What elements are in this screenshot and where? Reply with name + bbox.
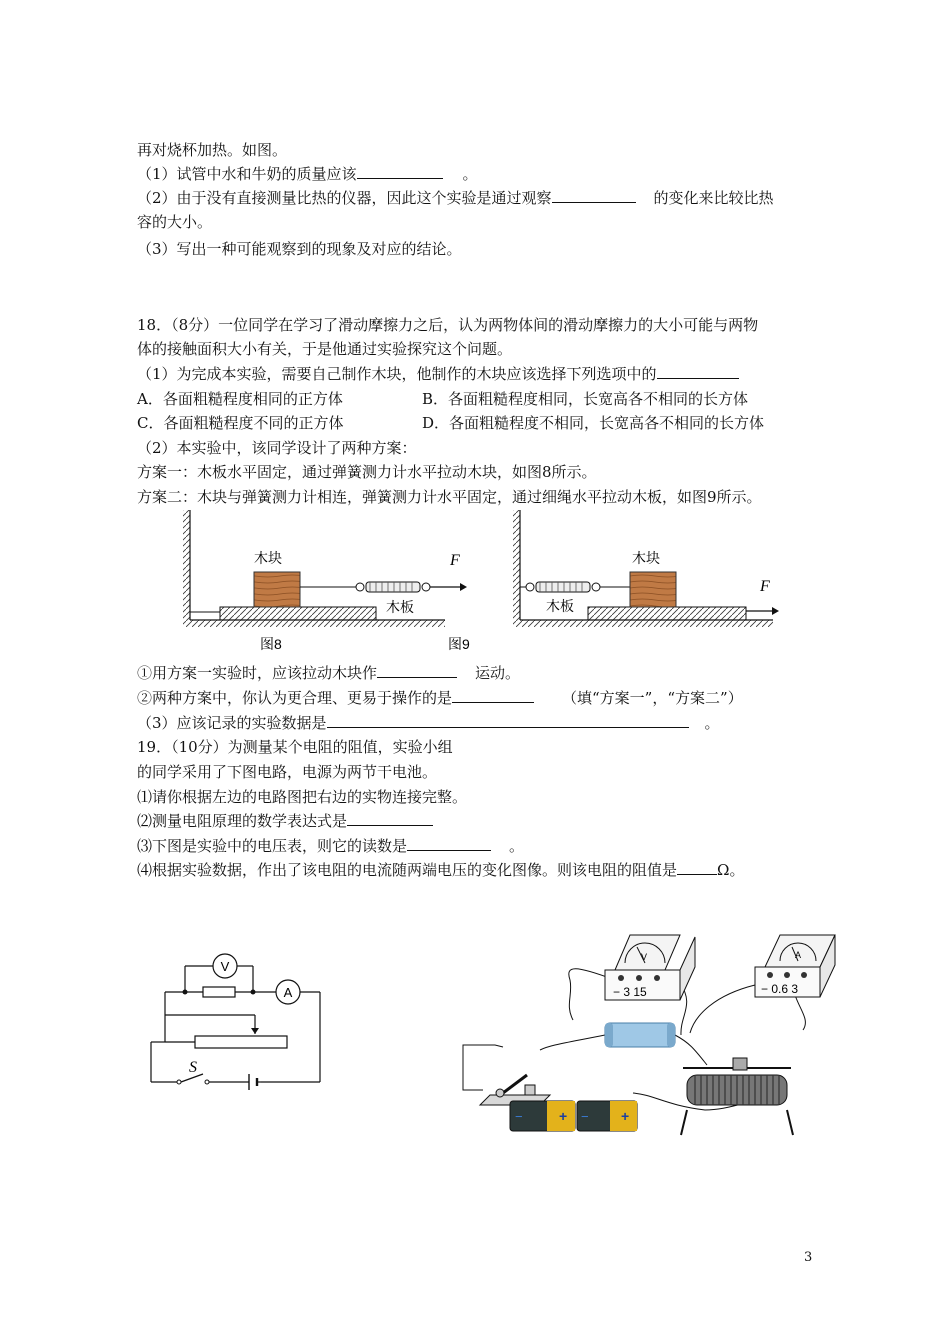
wood-block — [254, 572, 300, 607]
switch-label: S — [189, 1059, 197, 1076]
q18-intro-1: 18．（8分）一位同学在学习了滑动摩擦力之后，认为两物体间的滑动摩擦力的大小可能与两物 — [137, 316, 759, 334]
q18-option-d: D．各面粗糙程度不相同，长宽高各不相同的长方体 — [422, 414, 765, 432]
q19-intro-1: 19．（10分）为测量某个电阻的阻值，实验小组 — [137, 738, 453, 756]
q17-line-2: （2）由于没有直接测量比热的仪器，因此这个实验是通过观察 的变化来比较比热 — [137, 189, 774, 207]
q17-line-1: （1）试管中水和牛奶的质量应该 。 — [137, 165, 478, 183]
spring-scale — [526, 582, 600, 592]
svg-text:−: − — [581, 1109, 589, 1124]
page-number: 3 — [804, 1250, 813, 1265]
spring-scale — [356, 582, 430, 592]
answer-blank[interactable] — [327, 712, 689, 728]
svg-text:V: V — [220, 959, 230, 974]
fig8-caption: 图8 — [260, 636, 282, 652]
svg-text:+: + — [559, 1108, 568, 1124]
figure-9 — [448, 510, 779, 652]
q18-sub-1: ①用方案一实验时，应该拉动木块作 运动。 — [137, 664, 521, 682]
q18-plan-1: 方案一：木板水平固定，通过弹簧测力计水平拉动木块，如图8所示。 — [137, 463, 597, 481]
svg-text:− 0.6 3: − 0.6 3 — [761, 982, 799, 996]
svg-text:A: A — [795, 950, 802, 960]
answer-blank[interactable] — [657, 363, 739, 379]
answer-blank[interactable] — [552, 187, 636, 203]
wall-hatch — [513, 510, 520, 620]
q18-sub-2: ②两种方案中，你认为更合理、更易于操作的是 （填“方案一”，“方案二”） — [137, 689, 743, 707]
figure-8 — [183, 510, 467, 652]
q18-option-c: C．各面粗糙程度不同的正方体 — [137, 414, 344, 432]
friction-figures — [180, 507, 790, 657]
answer-blank[interactable] — [357, 163, 443, 179]
rheostat-slider-arrow — [251, 1028, 259, 1034]
q18-option-a: A．各面粗糙程度相同的正方体 — [137, 390, 343, 408]
floor-hatch — [183, 620, 445, 627]
battery-pack — [510, 1101, 637, 1131]
answer-blank[interactable] — [347, 810, 433, 826]
svg-text:− 3 15: − 3 15 — [613, 985, 647, 999]
q18-part-1: （1）为完成本实验，需要自己制作木块，他制作的木块应该选择下列选项中的 — [137, 363, 739, 385]
fig9-caption: 图9 — [448, 636, 470, 652]
answer-blank[interactable] — [677, 859, 717, 875]
q18-intro-2: 体的接触面积大小有关，于是他通过实验探究这个问题。 — [137, 340, 513, 358]
svg-text:A: A — [283, 985, 293, 1000]
voltmeter-device — [605, 935, 695, 1000]
rheostat-device — [681, 1058, 793, 1135]
svg-text:−: − — [515, 1109, 523, 1124]
block-label: 木块 — [632, 550, 660, 566]
q19-step-3: ⑶下图是实验中的电压表，则它的读数是 。 — [137, 837, 525, 855]
board-label: 木板 — [546, 598, 574, 614]
q18-plan-2: 方案二：木块与弹簧测力计相连，弹簧测力计水平固定，通过细绳水平拉动木板，如图9所示。 — [137, 488, 762, 506]
force-label: F — [760, 578, 770, 595]
wood-block — [630, 572, 676, 607]
ammeter-device — [755, 935, 835, 997]
resistor-device — [605, 1023, 675, 1047]
answer-blank[interactable] — [407, 835, 491, 851]
block-label: 木块 — [254, 550, 282, 566]
q19-step-2: ⑵测量电阻原理的数学表达式是 — [137, 810, 433, 832]
q19-step-4: ⑷根据实验数据，作出了该电阻的电流随两端电压的变化图像。则该电阻的阻值是 Ω。 — [137, 861, 745, 879]
wall-hatch — [183, 510, 190, 620]
circuit-diagram — [145, 950, 330, 1100]
svg-text:V: V — [641, 952, 648, 962]
board — [588, 607, 746, 620]
answer-blank[interactable] — [377, 662, 457, 678]
arrow-head — [772, 607, 779, 615]
q18-option-b: B．各面粗糙程度相同，长宽高各不相同的长方体 — [422, 390, 749, 408]
board — [220, 607, 376, 620]
q18-part-2: （2）本实验中，该同学设计了两种方案： — [137, 439, 417, 457]
board-label: 木板 — [386, 599, 414, 615]
force-label: F — [450, 552, 460, 569]
arrow-head — [460, 583, 467, 591]
q17-line-4: （3）写出一种可能观察到的现象及对应的结论。 — [137, 240, 462, 258]
q17-line-3: 容的大小。 — [137, 213, 213, 231]
q17-line-0: 再对烧杯加热。如图。 — [137, 141, 288, 159]
q19-intro-2: 的同学采用了下图电路，电源为两节干电池。 — [137, 763, 438, 781]
q18-part-3: （3）应该记录的实验数据是 。 — [137, 714, 720, 732]
apparatus-picture — [455, 925, 855, 1140]
q19-step-1: ⑴请你根据左边的电路图把右边的实物连接完整。 — [137, 788, 468, 806]
floor-hatch — [513, 620, 773, 627]
svg-text:+: + — [621, 1108, 630, 1124]
answer-blank[interactable] — [452, 687, 534, 703]
